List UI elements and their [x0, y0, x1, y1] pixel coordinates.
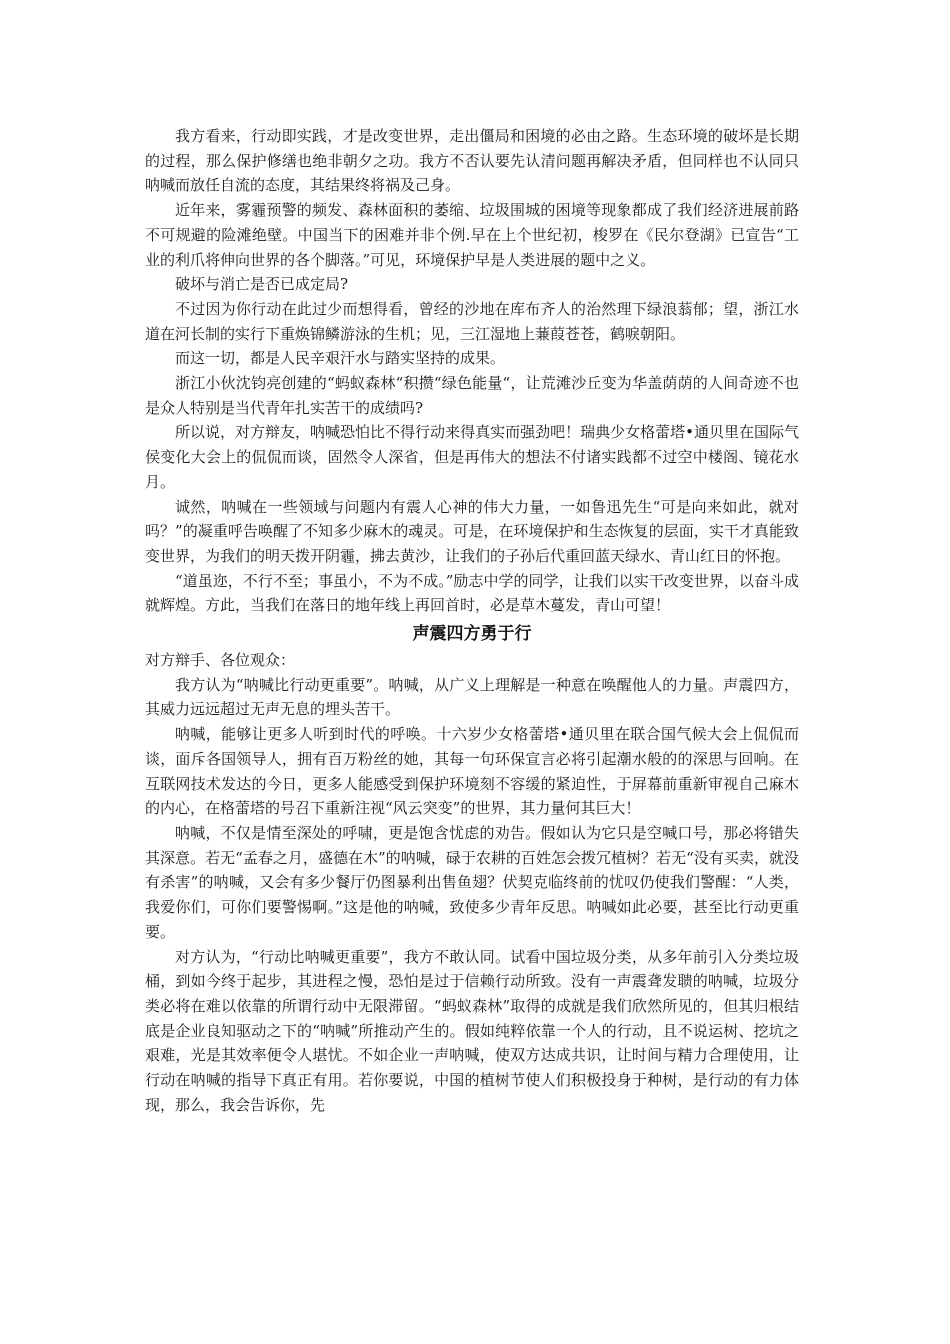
paragraph: 破坏与消亡是否已成定局? — [175, 275, 349, 294]
paragraph: 所以说，对方辩友，呐喊恐怕比不得行动来得真实而强劲吧！瑞典少女格蕾塔•通贝里在国际气侯变化大会上的侃侃而谈，固然令人深省，但是再伟大的想法不付诸实践都不过空中楼阁、镜花水月。 — [145, 423, 799, 491]
paragraph: 而这一切，都是人民辛艰汗水与踏实坚持的成果。 — [175, 349, 506, 368]
salutation: 对方辩手、各位观众： — [145, 651, 296, 670]
paragraph: 浙江小伙沈钧亮创建的“蚂蚁森林“积攒“绿色能量“，让荒滩沙丘变为华盖荫荫的人间奇迹不也是众人特别是当代青年扎实苦干的成绩吗? — [145, 374, 799, 417]
paragraph: 近年来，雾霾预警的频发、森林面积的萎缩、垃圾围城的困境等现象都成了我们经济进展前路不可规避的险滩绝壁。中国当下的困难并非个例.早在上个世纪初，梭罗在《民尔登湖》已宣告“工业的利爪将伸向世界的各个脚落。”可见，环境保护早是人类进展的题中之义。 — [145, 201, 799, 269]
part-one — [145, 124, 799, 618]
paragraph: 我方看来，行动即实践，才是改变世界，走出僵局和困境的必由之路。生态环境的破坏是长期的过程，那么保护修缮也绝非朝夕之功。我方不否认要先认清问题再解决矛盾，但同样也不认同只呐喊而放任自流的态度，其结果终将祸及己身。 — [145, 127, 799, 195]
paragraph: 不过因为你行动在此过少而想得看，曾经的沙地在库布齐人的治然理下绿浪蓊郁；望，浙江水道在河长制的实行下重焕锦鳞游泳的生机；见，三江湿地上蒹葭苍苍，鹤唳朝阳。 — [145, 299, 799, 343]
paragraph: “道虽迩，不行不至；事虽小，不为不成。”励志中学的同学，让我们以实干改变世界，以奋斗成就辉煌。方此，当我们在落日的地年线上再回首时，必是草木蔓发，青山可望！ — [145, 571, 799, 615]
paragraph: 我方认为“呐喊比行动更重要”。呐喊，从广义上理解是一种意在唤醒他人的力量。声震四方，其威力远远超过无声无息的埋头苦干。 — [145, 675, 799, 719]
paragraph: 诚然，呐喊在一些领域与问题内有震人心神的伟大力量，一如鲁迅先生“可是向来如此，就对吗？”的凝重呼告唤醒了不知多少麻木的魂灵。可是，在环境保护和生态恢复的层面，实干才真能致变世界，为我们的明天拨开阴霾，拂去黄沙，让我们的子孙后代重回蓝天绿水、青山红日的怀抱。 — [145, 497, 799, 565]
paragraph: 对方认为，“行动比呐喊更重要”，我方不敢认同。试看中国垃圾分类，从多年前引入分类垃圾桶，到如今终于起步，其进程之慢，恐怕是过于信赖行动所致。没有一声震聋发聩的呐喊，垃圾分类必将在难以依靠的所谓行动中无限滞留。“蚂蚁森林”取得的成就是我们欣然所见的，但其归根结底是企业良知驱动之下的“呐喊”所推动产生的。假如纯粹依靠一个人的行动，且不说运树、挖坑之艰难，光是其效率便令人堪忧。不如企业一声呐喊，使双方达成共识，让时间与精力合理使用，让行动在呐喊的指导下真正有用。若你要说，中国的植树节使人们积极投身于种树，是行动的有力体现，那么，我会告诉你，先 — [145, 947, 799, 1114]
section-title: 声震四方勇于行 — [412, 624, 532, 645]
part-two — [145, 648, 799, 1117]
paragraph: 呐喊，能够让更多人听到时代的呼唤。十六岁少女格蕾塔•通贝里在联合国气候大会上侃侃而谈，面斥各国领导人，拥有百万粉丝的她，其每一句环保宣言必将引起潮水般的的深思与回响。在互联网技术发达的今日，更多人能感受到保护环境刻不容缓的紧迫性，于屏幕前重新审视自己麻木的内心，在格蕾塔的号召下重新注视“风云突变”的世界，其力量何其巨大！ — [145, 725, 799, 818]
document-page — [145, 124, 799, 1117]
paragraph: 呐喊，不仅是情至深处的呼啸，更是饱含忧虑的劝告。假如认为它只是空喊口号，那必将错失其深意。若无“孟春之月，盛德在木”的呐喊，碌于农耕的百姓怎会拨冗植树？若无“没有买卖，就没有杀害”的呐喊，又会有多少餐厅仍图暴利出售鱼翅？伏契克临终前的忧叹仍使我们警醒：“人类，我爱你们，可你们要警惕啊。”这是他的呐喊，致使多少青年反思。呐喊如此必要，甚至比行动更重要。 — [145, 823, 799, 941]
